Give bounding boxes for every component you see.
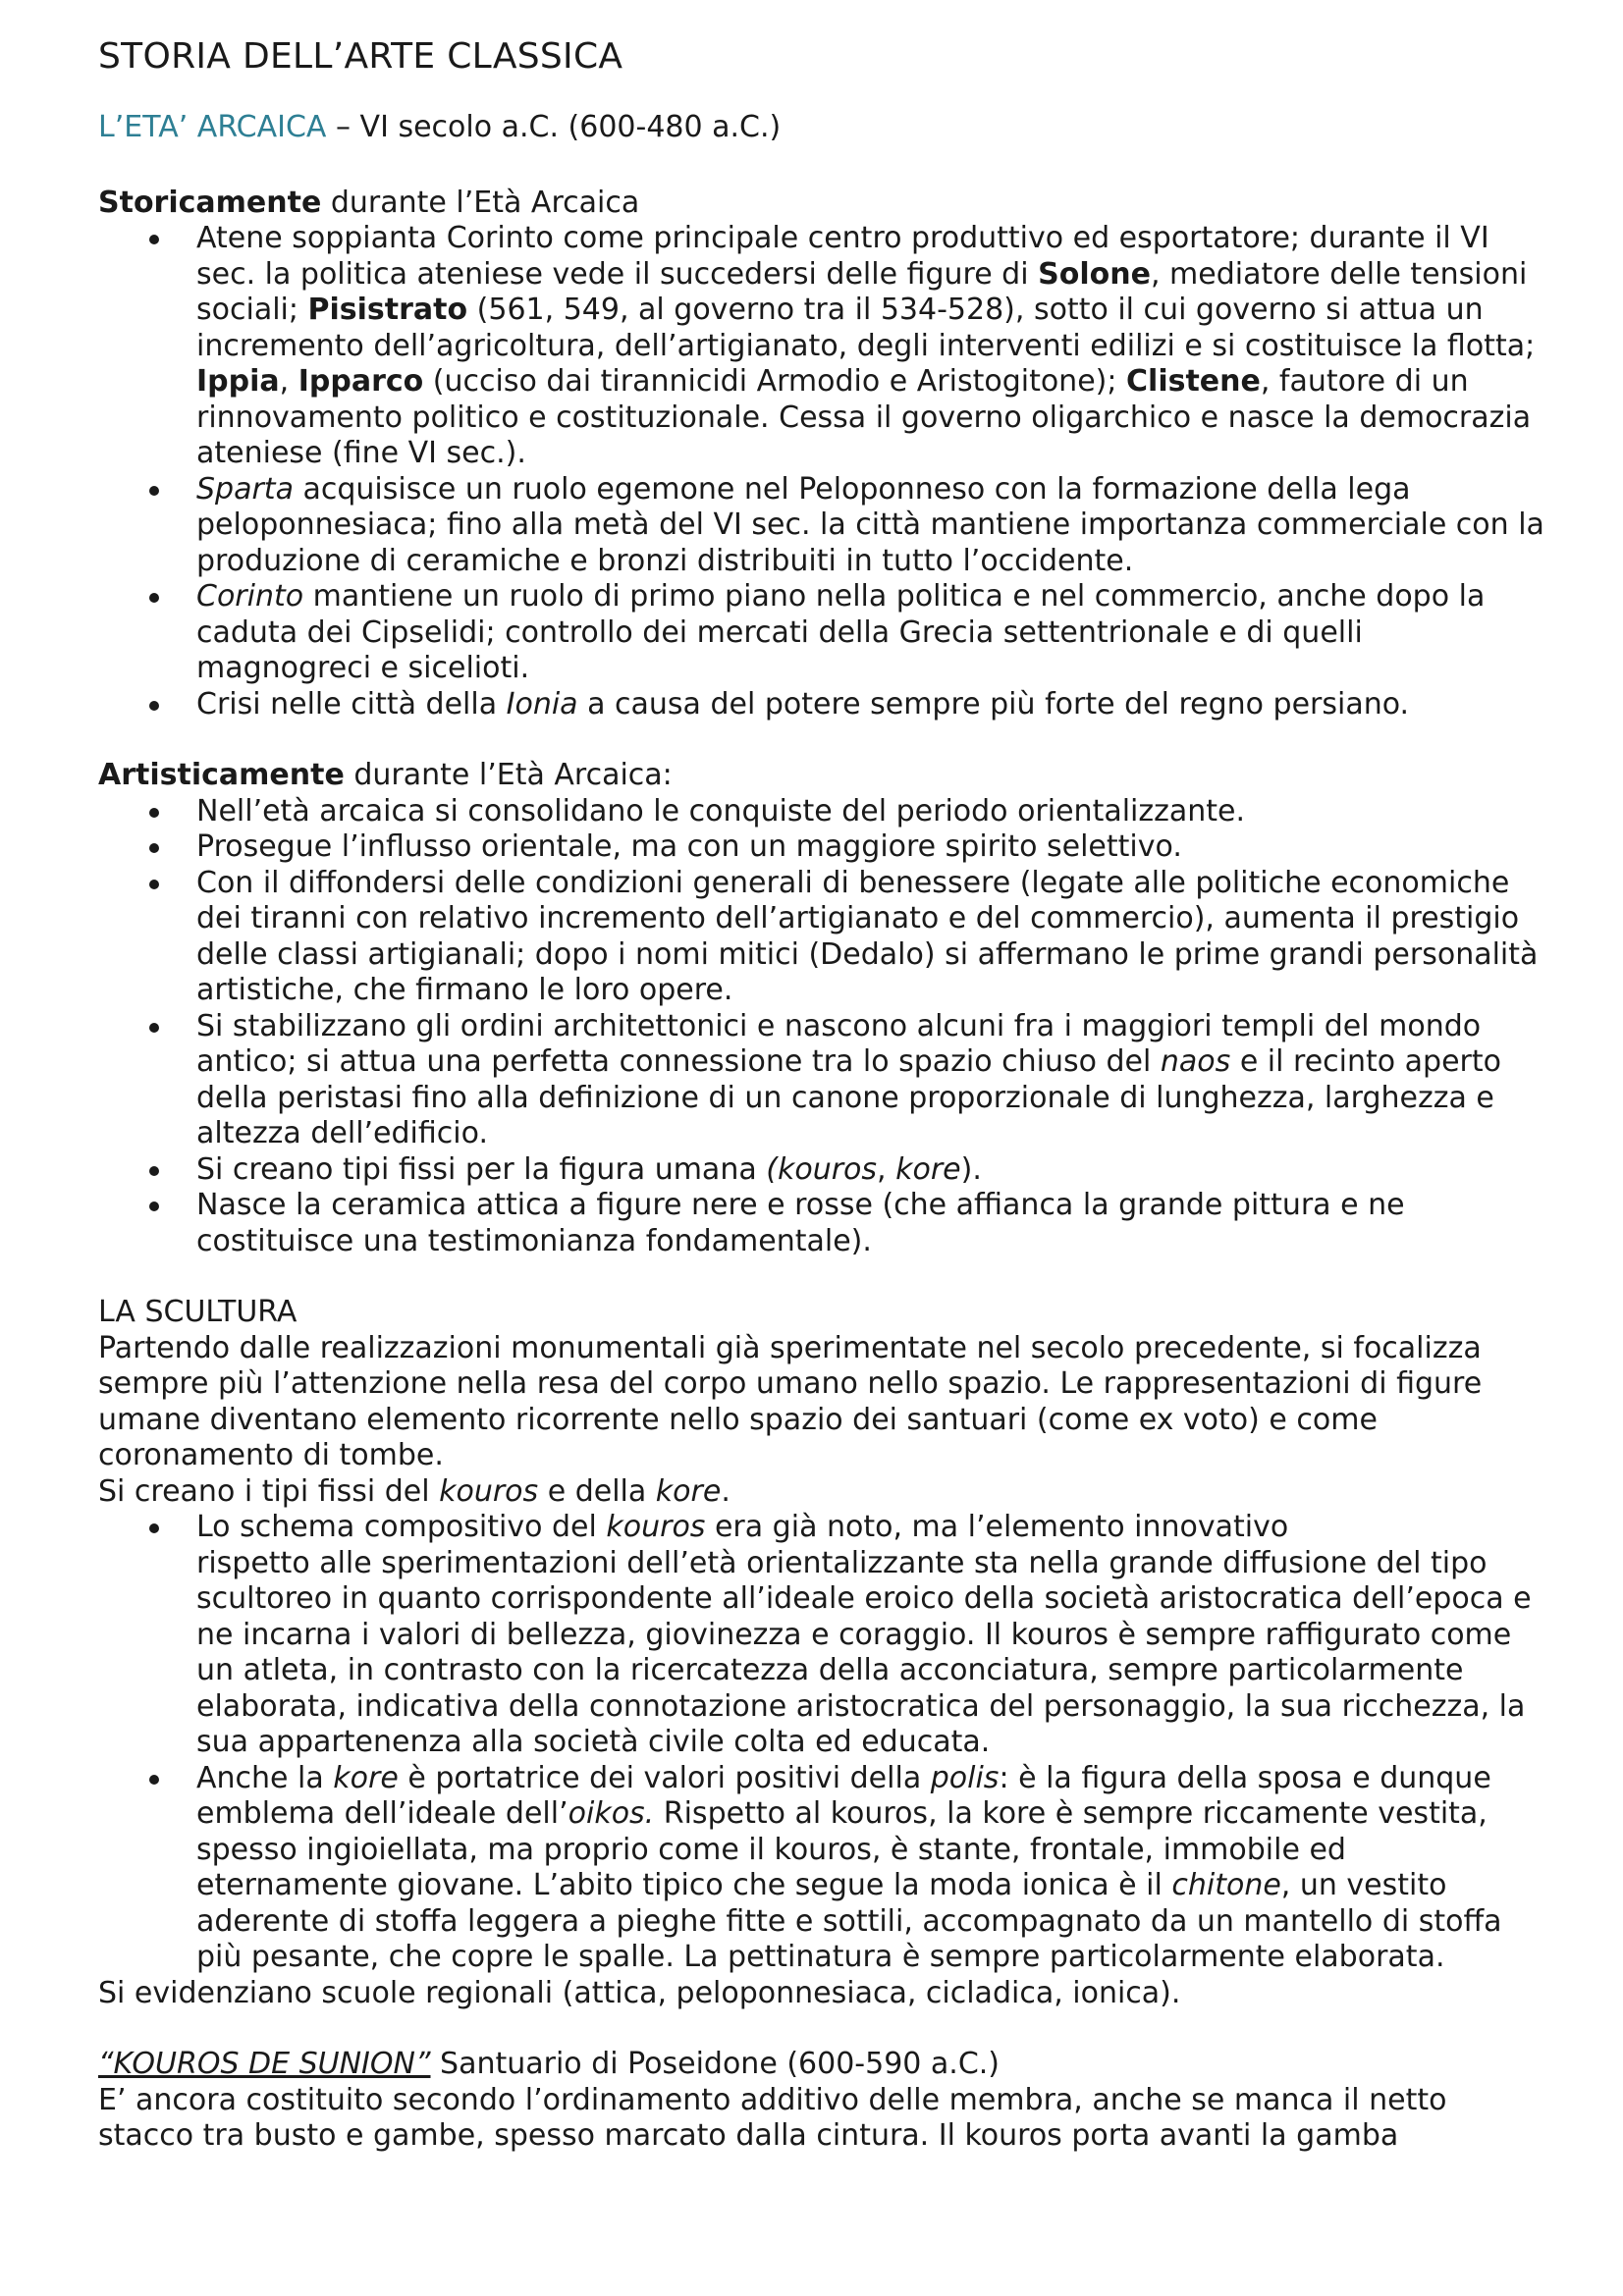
era-name: L’ETA’ ARCAICA: [98, 110, 327, 144]
historical-list: [98, 221, 1544, 722]
sculpture-list: [98, 1510, 1544, 1976]
list-item: Crisi nelle città della Ionia a causa del potere sempre più forte del regno persiano.: [98, 687, 1544, 723]
artistic-list: [98, 794, 1544, 1260]
artistic-heading: Artisticamente durante l’Età Arcaica:: [98, 758, 673, 792]
document-title: STORIA DELL’ARTE CLASSICA: [98, 36, 623, 77]
list-item: Anche la kore è portatrice dei valori positivi della polis: è la figura della sposa e dunque emblema dell’ideale dell’oikos. Rispetto al kouros, la kore è sempre riccamente vestita, spesso ingioiellata, ma proprio come il kouros, è stante, frontale, immobile ed eternamente giovane. L’abito tipico che segue la moda ionica è il chitone, un vestito aderente di stoffa leggera a pieghe fitte e sottili, accompagnato da un mantello di stoffa più pesante, che copre le spalle. La pettinatura è sempre particolarmente elaborata.: [98, 1761, 1544, 1976]
list-item: Prosegue l’influsso orientale, ma con un maggiore spirito selettivo.: [98, 829, 1544, 866]
list-item: Atene soppianta Corinto come principale centro produttivo ed esportatore; durante il VI sec. la politica ateniese vede il succedersi delle figure di Solone, mediatore delle tensioni sociali; Pisistrato (561, 549, al governo tra il 534-528), sotto il cui governo si attua un incremento dell’agricoltura, dell’artigianato, degli interventi edilizi e si costituisce la flotta; Ippia, Ipparco (ucciso dai tirannicidi Armodio e Aristogitone); Clistene, fautore di un rinnovamento politico e costituzionale. Cessa il governo oligarchico e nasce la democrazia ateniese (fine VI sec.).: [98, 221, 1544, 472]
historical-heading: Storicamente durante l’Età Arcaica: [98, 185, 640, 220]
list-item: Nasce la ceramica attica a figure nere e rosse (che affianca la grande pittura e ne costituisce una testimonianza fondamentale).: [98, 1188, 1544, 1259]
list-item: Si stabilizzano gli ordini architettonici e nascono alcuni fra i maggiori templi del mondo antico; si attua una perfetta connessione tra lo spazio chiuso del naos e il recinto aperto della peristasi fino alla definizione di un canone proporzionale di lunghezza, larghezza e altezza dell’edificio.: [98, 1009, 1544, 1152]
kouros-text: E’ ancora costituito secondo l’ordinamento additivo delle membra, anche se manca il netto stacco tra busto e gambe, spesso marcato dalla cintura. Il kouros porta avanti la gamba: [98, 2082, 1447, 2153]
list-item: Si creano tipi fissi per la figura umana (kouros, kore).: [98, 1152, 1544, 1189]
list-item: Sparta acquisisce un ruolo egemone nel Peloponneso con la formazione della lega peloponnesiaca; fino alla metà del VI sec. la città mantiene importanza commerciale con la produzione di ceramiche e bronzi distribuiti in tutto l’occidente.: [98, 472, 1544, 580]
kouros-place: Santuario di Poseidone (600-590 a.C.): [430, 2047, 1001, 2081]
era-dates: – VI secolo a.C. (600-480 a.C.): [326, 110, 782, 144]
sculpture-heading: LA SCULTURA: [98, 1295, 298, 1329]
list-item: Nell’età arcaica si consolidano le conquiste del periodo orientalizzante.: [98, 794, 1544, 830]
list-item: Con il diffondersi delle condizioni generali di benessere (legate alle politiche economiche dei tiranni con relativo incremento dell’artigianato e del commercio), aumenta il prestigio delle classi artigianali; dopo i nomi mitici (Dedalo) si affermano le prime grandi personalità artistiche, che firmano le loro opere.: [98, 866, 1544, 1009]
kouros-name: “KOUROS DE SUNION”: [98, 2047, 431, 2081]
list-item: Lo schema compositivo del kouros era già noto, ma l’elemento innovativo rispetto alle sperimentazioni dell’età orientalizzante sta nella grande diffusione del tipo scultoreo in quanto corrispondente all’ideale eroico della società aristocratica dell’epoca e ne incarna i valori di bellezza, giovinezza e coraggio. Il kouros è sempre raffigurato come un atleta, in contrasto con la ricercatezza della acconciatura, sempre particolarmente elaborata, indicativa della connotazione aristocratica del personaggio, la sua ricchezza, la sua appartenenza alla società civile colta ed educata.: [98, 1510, 1544, 1761]
sculpture-intro: Partendo dalle realizzazioni monumentali già sperimentate nel secolo precedente, si focalizza sempre più l’attenzione nella resa del corpo umano nello spazio. Le rappresentazioni di figure umane diventano elemento ricorrente nello spazio dei santuari (come ex voto) e come coronamento di tombe.: [98, 1330, 1483, 1472]
kouros-heading: [98, 2047, 1544, 2083]
era-heading: [98, 110, 1544, 146]
list-item: Corinto mantiene un ruolo di primo piano nella politica e nel commercio, anche dopo la caduta dei Cipselidi; controllo dei mercati della Grecia settentrionale e di quelli magnogreci e sicelioti.: [98, 579, 1544, 687]
regional-schools: Si evidenziano scuole regionali (attica, peloponnesiaca, cicladica, ionica).: [98, 1975, 1181, 2010]
sculpture-types: Si creano i tipi fissi del kouros e della kore.: [98, 1473, 730, 1509]
